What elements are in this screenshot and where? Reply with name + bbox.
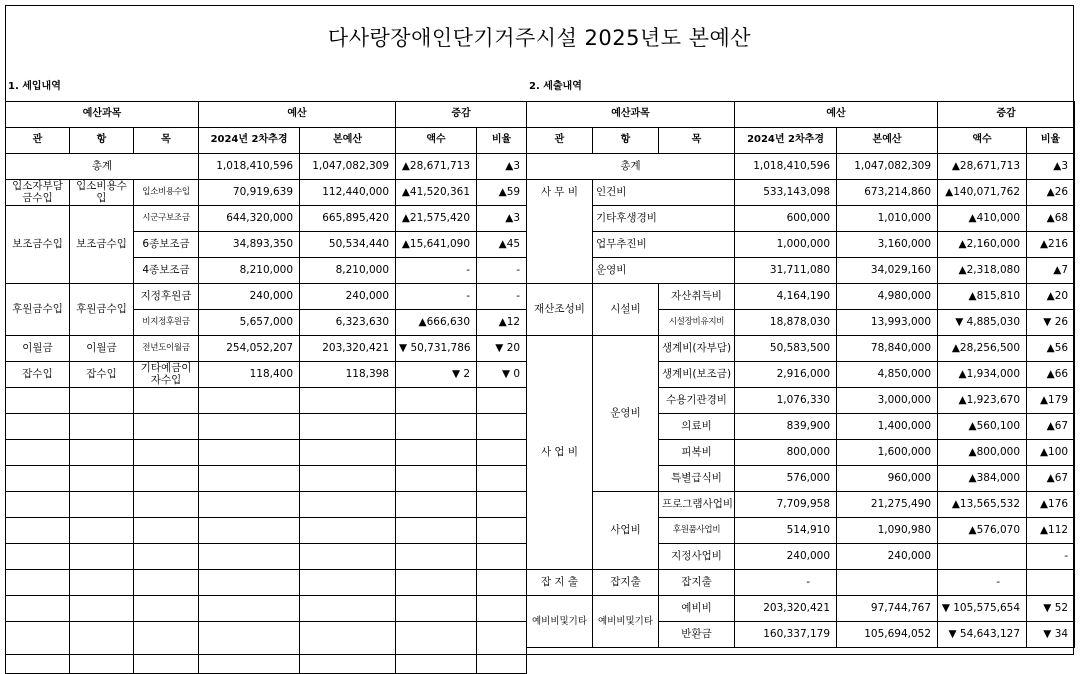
- mok-cell: 예비비: [659, 596, 735, 622]
- header-gwan: 관: [527, 128, 593, 154]
- ratio-cell: ▲66: [1027, 362, 1075, 388]
- amount-cell: ▼ 4,885,030: [938, 310, 1027, 336]
- mok-cell: 피복비: [659, 440, 735, 466]
- ratio-cell: ▲26: [1027, 180, 1075, 206]
- mok-cell: 프로그램사업비: [659, 492, 735, 518]
- total-label: 총계: [527, 154, 735, 180]
- amount-cell: ▲2,318,080: [938, 258, 1027, 284]
- table-row: [527, 180, 1075, 206]
- prev-cell: 70,919,639: [199, 180, 300, 206]
- curr-cell: 13,993,000: [837, 310, 938, 336]
- prev-cell: 800,000: [735, 440, 837, 466]
- mok-cell: 특별급식비: [659, 466, 735, 492]
- ratio-cell: ▼ 34: [1027, 622, 1075, 648]
- mok-cell: 후원품사업비: [659, 518, 735, 544]
- header-hang: 항: [70, 128, 134, 154]
- curr-cell: 97,744,767: [837, 596, 938, 622]
- amount-cell: ▲815,810: [938, 284, 1027, 310]
- mok-cell: 6종보조금: [134, 232, 199, 258]
- table-row: [527, 570, 1075, 596]
- mok-cell: 잡지출: [659, 570, 735, 596]
- ratio-cell: ▲20: [1027, 284, 1075, 310]
- prev-cell: 8,210,000: [199, 258, 300, 284]
- mok-cell: 기타후생경비: [593, 206, 735, 232]
- ratio-cell: ▲112: [1027, 518, 1075, 544]
- table-row: [527, 258, 1075, 284]
- empty-row: [6, 492, 527, 518]
- gwan-cell: 재산조성비: [527, 284, 593, 336]
- table-row: [527, 596, 1075, 622]
- prev-cell: 160,337,179: [735, 622, 837, 648]
- header-row: [527, 128, 1075, 154]
- amount-cell: ▲1,934,000: [938, 362, 1027, 388]
- prev-cell: 5,657,000: [199, 310, 300, 336]
- empty-row: [6, 466, 527, 492]
- curr-cell: 1,400,000: [837, 414, 938, 440]
- prev-cell: 600,000: [735, 206, 837, 232]
- prev-cell: 4,164,190: [735, 284, 837, 310]
- mok-cell: 전년도이월금: [134, 336, 199, 362]
- curr-cell: 240,000: [837, 544, 938, 570]
- table-row: [6, 362, 527, 388]
- curr-cell: 50,534,440: [300, 232, 396, 258]
- table-row: [6, 206, 527, 232]
- ratio-cell: ▲68: [1027, 206, 1075, 232]
- ratio-cell: ▼ 52: [1027, 596, 1075, 622]
- prev-cell: 31,711,080: [735, 258, 837, 284]
- gwan-cell: 잡 지 출: [527, 570, 593, 596]
- prev-cell: 533,143,098: [735, 180, 837, 206]
- ratio-cell: ▲3: [1027, 154, 1075, 180]
- curr-cell: 203,320,421: [300, 336, 396, 362]
- header-hang: 항: [593, 128, 659, 154]
- amount-cell: ▲28,671,713: [938, 154, 1027, 180]
- empty-row: [6, 518, 527, 544]
- curr-cell: 112,440,000: [300, 180, 396, 206]
- hang-cell: 예비비및기타: [593, 596, 659, 648]
- curr-cell: 3,160,000: [837, 232, 938, 258]
- amount-cell: ▲28,256,500: [938, 336, 1027, 362]
- prev-cell: 34,893,350: [199, 232, 300, 258]
- amount-cell: ▼ 2: [396, 362, 477, 388]
- amount-cell: -: [396, 284, 477, 310]
- mok-cell: 시군구보조금: [134, 206, 199, 232]
- header-prev: 2024년 2차추경: [735, 128, 837, 154]
- mok-cell: 자산취득비: [659, 284, 735, 310]
- amount-cell: ▼ 54,643,127: [938, 622, 1027, 648]
- amount-cell: ▲576,070: [938, 518, 1027, 544]
- curr-cell: 105,694,052: [837, 622, 938, 648]
- amount-cell: -: [938, 570, 1027, 596]
- mok-cell: 반환금: [659, 622, 735, 648]
- empty-row: [6, 570, 527, 596]
- table-row: [6, 284, 527, 310]
- prev-cell: 1,018,410,596: [735, 154, 837, 180]
- mok-cell: 생계비(보조금): [659, 362, 735, 388]
- amount-cell: ▲13,565,532: [938, 492, 1027, 518]
- ratio-cell: ▲59: [477, 180, 527, 206]
- empty-row: [6, 388, 527, 414]
- gwan-cell: 잡수입: [6, 362, 70, 388]
- header-mok: 목: [134, 128, 199, 154]
- hang-cell: 잡수입: [70, 362, 134, 388]
- header-row: [527, 102, 1075, 128]
- ratio-cell: ▼ 26: [1027, 310, 1075, 336]
- amount-cell: ▲666,630: [396, 310, 477, 336]
- empty-row: [6, 622, 527, 674]
- table-row: [527, 232, 1075, 258]
- curr-cell: 3,000,000: [837, 388, 938, 414]
- amount-cell: ▲2,160,000: [938, 232, 1027, 258]
- prev-cell: 18,878,030: [735, 310, 837, 336]
- mok-cell: 의료비: [659, 414, 735, 440]
- mok-cell: 입소비용수입: [134, 180, 199, 206]
- mok-cell: 업무추진비: [593, 232, 735, 258]
- ratio-cell: ▲176: [1027, 492, 1075, 518]
- ratio-cell: ▲216: [1027, 232, 1075, 258]
- header-prev: 2024년 2차추경: [199, 128, 300, 154]
- header-ratio: 비율: [1027, 128, 1075, 154]
- header-budget: 예산: [735, 102, 938, 128]
- amount-cell: ▲410,000: [938, 206, 1027, 232]
- amount-cell: ▲15,641,090: [396, 232, 477, 258]
- hang-cell: 잡지출: [593, 570, 659, 596]
- prev-cell: 1,018,410,596: [199, 154, 300, 180]
- ratio-cell: ▲45: [477, 232, 527, 258]
- header-gwan: 관: [6, 128, 70, 154]
- empty-row: [6, 440, 527, 466]
- mok-cell: 지정사업비: [659, 544, 735, 570]
- mok-cell: 지정후원금: [134, 284, 199, 310]
- header-amount: 액수: [396, 128, 477, 154]
- gwan-cell: 후원금수입: [6, 284, 70, 336]
- ratio-cell: [1027, 570, 1075, 596]
- amount-cell: ▼ 50,731,786: [396, 336, 477, 362]
- prev-cell: 203,320,421: [735, 596, 837, 622]
- header-diff: 증감: [396, 102, 527, 128]
- ratio-cell: ▲179: [1027, 388, 1075, 414]
- curr-cell: 1,047,082,309: [837, 154, 938, 180]
- header-budget: 예산: [199, 102, 396, 128]
- prev-cell: 118,400: [199, 362, 300, 388]
- ratio-cell: ▼ 0: [477, 362, 527, 388]
- amount-cell: ▲28,671,713: [396, 154, 477, 180]
- amount-cell: ▲41,520,361: [396, 180, 477, 206]
- mok-cell: 4종보조금: [134, 258, 199, 284]
- mok-cell: 시설장비유지비: [659, 310, 735, 336]
- amount-cell: ▲384,000: [938, 466, 1027, 492]
- hang-cell: 보조금수입: [70, 206, 134, 284]
- hang-cell: 입소비용수입: [70, 180, 134, 206]
- table-row: [527, 492, 1075, 518]
- curr-cell: 8,210,000: [300, 258, 396, 284]
- hang-cell: 후원금수입: [70, 284, 134, 336]
- amount-cell: -: [396, 258, 477, 284]
- curr-cell: 1,047,082,309: [300, 154, 396, 180]
- gwan-cell: 이월금: [6, 336, 70, 362]
- ratio-cell: -: [477, 284, 527, 310]
- prev-cell: 514,910: [735, 518, 837, 544]
- ratio-cell: ▲3: [477, 206, 527, 232]
- ratio-cell: ▲67: [1027, 466, 1075, 492]
- empty-row: [6, 544, 527, 570]
- total-row: [6, 154, 527, 180]
- ratio-cell: ▲7: [1027, 258, 1075, 284]
- header-ratio: 비율: [477, 128, 527, 154]
- total-label: 총계: [6, 154, 199, 180]
- mok-cell: 수용기관경비: [659, 388, 735, 414]
- mok-cell: 비지정후원금: [134, 310, 199, 336]
- header-amount: 액수: [938, 128, 1027, 154]
- mok-cell: 인건비: [593, 180, 735, 206]
- mok-cell: 기타예금이자수입: [134, 362, 199, 388]
- prev-cell: 2,916,000: [735, 362, 837, 388]
- table-row: [527, 206, 1075, 232]
- gwan-cell: 입소자부담금수입: [6, 180, 70, 206]
- amount-cell: ▼ 105,575,654: [938, 596, 1027, 622]
- curr-cell: 1,010,000: [837, 206, 938, 232]
- curr-cell: 21,275,490: [837, 492, 938, 518]
- header-diff: 증감: [938, 102, 1075, 128]
- amount-cell: ▲21,575,420: [396, 206, 477, 232]
- curr-cell: 4,980,000: [837, 284, 938, 310]
- mok-cell: 생계비(자부담): [659, 336, 735, 362]
- table-row: [527, 336, 1075, 362]
- header-curr: 본예산: [837, 128, 938, 154]
- prev-cell: -: [735, 570, 837, 596]
- hang-cell: 운영비: [593, 336, 659, 492]
- mok-cell: 운영비: [593, 258, 735, 284]
- table-row: [6, 336, 527, 362]
- header-subject: 예산과목: [527, 102, 735, 128]
- curr-cell: 1,090,980: [837, 518, 938, 544]
- ratio-cell: ▲3: [477, 154, 527, 180]
- curr-cell: 4,850,000: [837, 362, 938, 388]
- empty-row: [6, 596, 527, 622]
- expense-table: [526, 101, 1075, 648]
- curr-cell: 240,000: [300, 284, 396, 310]
- ratio-cell: ▲67: [1027, 414, 1075, 440]
- revenue-table: [5, 101, 527, 674]
- prev-cell: 1,000,000: [735, 232, 837, 258]
- curr-cell: 118,398: [300, 362, 396, 388]
- empty-row: [6, 414, 527, 440]
- header-row: [6, 102, 527, 128]
- hang-cell: 이월금: [70, 336, 134, 362]
- prev-cell: 50,583,500: [735, 336, 837, 362]
- page-title: 다사랑장애인단기거주시설 2025년도 본예산: [327, 26, 752, 50]
- amount-cell: [938, 544, 1027, 570]
- curr-cell: 1,600,000: [837, 440, 938, 466]
- prev-cell: 240,000: [199, 284, 300, 310]
- gwan-cell: 보조금수입: [6, 206, 70, 284]
- ratio-cell: -: [477, 258, 527, 284]
- hang-cell: 사업비: [593, 492, 659, 570]
- hang-cell: 시설비: [593, 284, 659, 336]
- header-row: [6, 128, 527, 154]
- amount-cell: ▲1,923,670: [938, 388, 1027, 414]
- ratio-cell: ▲56: [1027, 336, 1075, 362]
- prev-cell: 1,076,330: [735, 388, 837, 414]
- amount-cell: ▲140,071,762: [938, 180, 1027, 206]
- prev-cell: 839,900: [735, 414, 837, 440]
- header-mok: 목: [659, 128, 735, 154]
- header-subject: 예산과목: [6, 102, 199, 128]
- curr-cell: 960,000: [837, 466, 938, 492]
- table-row: [527, 284, 1075, 310]
- expense-section-title: 2. 세출내역: [529, 81, 582, 92]
- gwan-cell: 예비비및기타: [527, 596, 593, 648]
- curr-cell: 34,029,160: [837, 258, 938, 284]
- curr-cell: [837, 570, 938, 596]
- table-row: [6, 180, 527, 206]
- total-row: [527, 154, 1075, 180]
- prev-cell: 644,320,000: [199, 206, 300, 232]
- header-curr: 본예산: [300, 128, 396, 154]
- ratio-cell: ▲100: [1027, 440, 1075, 466]
- ratio-cell: -: [1027, 544, 1075, 570]
- ratio-cell: ▼ 20: [477, 336, 527, 362]
- prev-cell: 254,052,207: [199, 336, 300, 362]
- gwan-cell: 사 업 비: [527, 336, 593, 570]
- prev-cell: 7,709,958: [735, 492, 837, 518]
- ratio-cell: ▲12: [477, 310, 527, 336]
- curr-cell: 78,840,000: [837, 336, 938, 362]
- curr-cell: 665,895,420: [300, 206, 396, 232]
- gwan-cell: 사 무 비: [527, 180, 593, 284]
- amount-cell: ▲560,100: [938, 414, 1027, 440]
- prev-cell: 576,000: [735, 466, 837, 492]
- curr-cell: 673,214,860: [837, 180, 938, 206]
- amount-cell: ▲800,000: [938, 440, 1027, 466]
- prev-cell: 240,000: [735, 544, 837, 570]
- revenue-section-title: 1. 세입내역: [8, 81, 61, 92]
- curr-cell: 6,323,630: [300, 310, 396, 336]
